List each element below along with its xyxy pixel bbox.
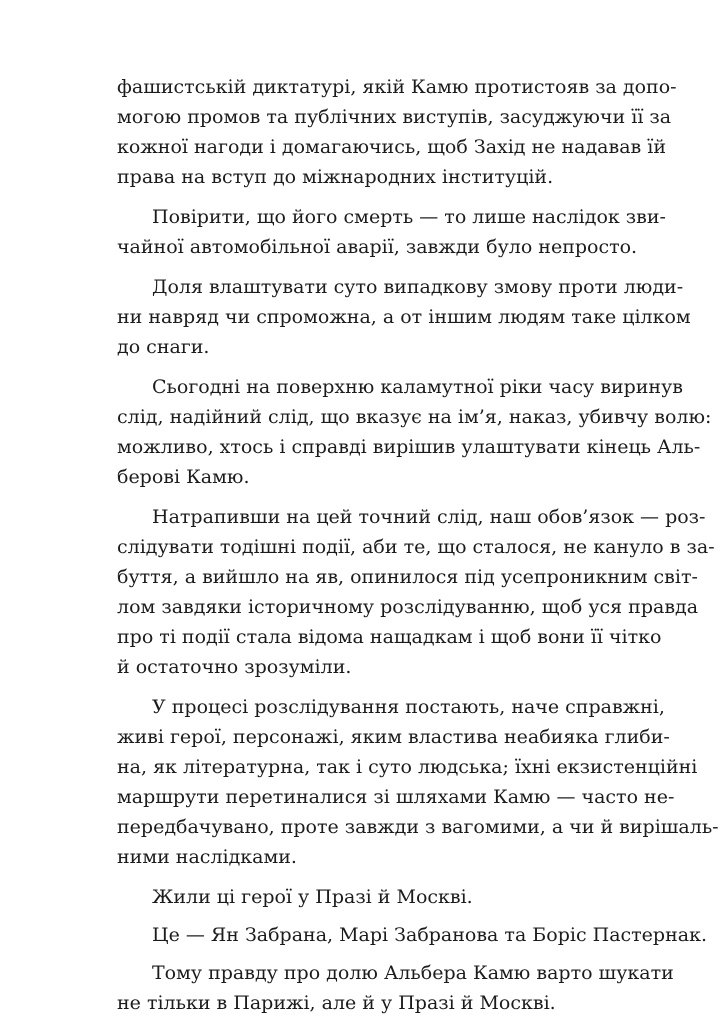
text-line: про ті події стала відома нащадкам і щоб вони її чітко [117, 626, 662, 648]
text-line: й остаточно зрозуміли. [117, 656, 352, 678]
text-line: маршрути перетиналися зі шляхами Камю — часто не- [117, 786, 675, 808]
text-line: кожної нагоди і домагаючись, щоб Захід не надавав їй [117, 136, 667, 158]
text-line: чайної автомобільної аварії, завжди було непросто. [117, 236, 638, 258]
text-line: не тільки в Парижі, але й у Празі й Москві. [117, 992, 556, 1014]
text-line: Тому правду про долю Альбера Камю варто шукати [152, 962, 674, 984]
text-line: фашистській диктатурі, якій Камю протистояв за допо- [117, 76, 677, 98]
text-line: Доля влаштувати суто випадкову змову проти люди- [152, 276, 684, 298]
text-line: Натрапивши на цей точний слід, наш обов’язок — роз- [152, 506, 706, 528]
text-line: живі герої, персонажі, яким властива неабияка глиби- [117, 726, 670, 748]
text-line: слідувати тодішні події, аби те, що сталося, не кануло в за- [117, 536, 715, 558]
text-line: буття, а вийшло на яв, опинилося під усепроникним світ- [117, 566, 698, 588]
text-line: У процесі розслідування постають, наче справжні, [152, 696, 665, 718]
text-line: лом завдяки історичному розслідуванню, щоб уся правда [117, 596, 699, 618]
text-line: слід, надійний слід, що вказує на ім’я, наказ, убивчу волю: [117, 406, 712, 428]
text-line: Жили ці герої у Празі й Москві. [152, 886, 473, 908]
text-line: берові Камю. [117, 466, 250, 488]
text-line: Сьогодні на поверхню каламутної ріки часу виринув [152, 376, 683, 398]
text-line: на, як літературна, так і суто людська; їхні екзистенційні [117, 756, 698, 778]
text-line: права на вступ до міжнародних інституцій. [117, 166, 554, 188]
text-line: до снаги. [117, 336, 210, 358]
text-line: могою промов та публічних виступів, засуджуючи її за [117, 106, 672, 128]
text-line: Це — Ян Забрана, Марі Забранова та Боріс Пастернак. [152, 924, 707, 946]
text-line: можливо, хтось і справді вирішив улаштувати кінець Аль- [117, 436, 701, 458]
text-line: передбачувано, проте завжди з вагомими, а чи й вирішаль- [117, 816, 719, 838]
text-line: Повірити, що його смерть — то лише наслідок зви- [152, 206, 666, 228]
text-line: ни навряд чи спроможна, а от іншим людям таке цілком [117, 306, 691, 328]
text-line: ними наслідками. [117, 846, 297, 868]
